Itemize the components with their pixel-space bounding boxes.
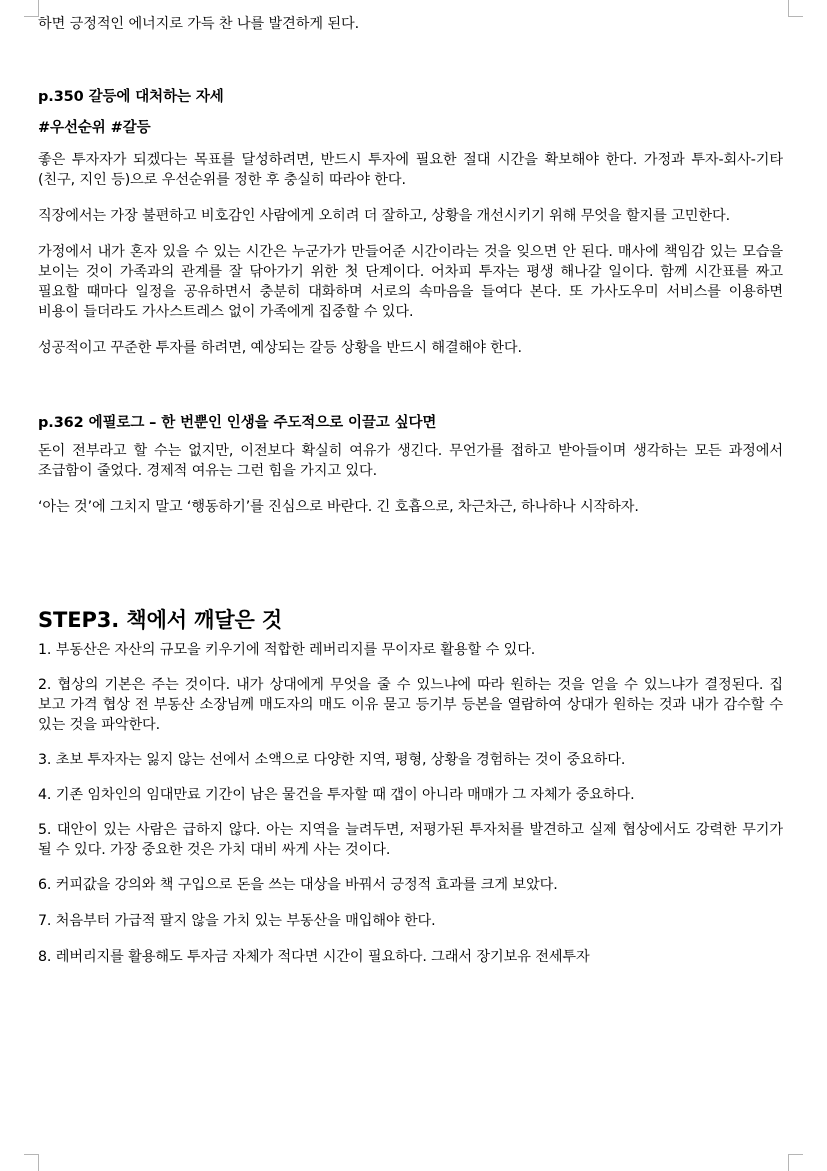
paragraph: 직장에서는 가장 불편하고 비호감인 사람에게 오히려 더 잘하고, 상황을 개선시키기 위해 무엇을 할지를 고민한다. bbox=[38, 208, 730, 224]
crop-mark-top-right bbox=[788, 0, 803, 17]
list-item: 7. 처음부터 가급적 팔지 않을 가치 있는 부동산을 매입해야 한다. bbox=[38, 913, 436, 929]
list-item: 6. 커피값을 강의와 책 구입으로 돈을 쓰는 대상을 바꿔서 긍정적 효과를 크게 보았다. bbox=[38, 877, 558, 893]
list-item: 3. 초보 투자자는 잃지 않는 선에서 소액으로 다양한 지역, 평형, 상황을 경험하는 것이 중요하다. bbox=[38, 752, 626, 768]
paragraph: 돈이 전부라고 할 수는 없지만, 이전보다 확실히 여유가 생긴다. 무언가를 접하고 받아들이며 생각하는 모든 과정에서 조급함이 줄었다. 경제적 여유는 그런 힘을 가지고 있다. bbox=[38, 443, 783, 479]
paragraph: 가정에서 내가 혼자 있을 수 있는 시간은 누군가가 만들어준 시간이라는 것을 잊으면 안 된다. 매사에 책임감 있는 모습을 보이는 것이 가족과의 관계를 잘 닦아가기 위한 첫 단계이다. 어차피 투자는 평생 해나갈 일이다. 함께 시간표를 짜고 필요할 때마다 일정을 공유하면서 충분히 대화하며 서로의 속마음을 들여다 본다. 또 가사도우미 서비스를 이용하면 비용이 들더라도 가사스트레스 없이 가족에게 집중할 수 있다. bbox=[38, 244, 783, 320]
section-heading: p.362 에필로그 – 한 번뿐인 인생을 주도적으로 이끌고 싶다면 bbox=[38, 415, 437, 431]
crop-mark-top-left bbox=[24, 0, 39, 17]
paragraph: 하면 긍정적인 에너지로 가득 찬 나를 발견하게 된다. bbox=[38, 16, 359, 32]
section-heading: p.350 갈등에 대처하는 자세 bbox=[38, 89, 224, 105]
crop-mark-bottom-left bbox=[24, 1154, 39, 1171]
document-body bbox=[38, 14, 783, 967]
list-item: 4. 기존 임차인의 임대만료 기간이 남은 물건을 투자할 때 갭이 아니라 매매가 그 자체가 중요하다. bbox=[38, 787, 635, 803]
paragraph: ‘아는 것’에 그치지 말고 ‘행동하기’를 진심으로 바란다. 긴 호흡으로, 차근차근, 하나하나 시작하자. bbox=[38, 499, 639, 515]
list-item: 1. 부동산은 자산의 규모을 키우기에 적합한 레버리지를 무이자로 활용할 수 있다. bbox=[38, 642, 536, 658]
paragraph: 좋은 투자자가 되겠다는 목표를 달성하려면, 반드시 투자에 필요한 절대 시간을 확보해야 한다. 가정과 투자-회사-기타(친구, 지인 등)으로 우선순위를 정한 후 충실히 따라야 한다. bbox=[38, 152, 783, 188]
list-item: 2. 협상의 기본은 주는 것이다. 내가 상대에게 무엇을 줄 수 있느냐에 따라 원하는 것을 얻을 수 있느냐가 결정된다. 집 보고 가격 협상 전 부동산 소장님께 매도자의 매도 이유 묻고 등기부 등본을 열람하여 상대가 원하는 것과 내가 감수할 수 있는 것을 파악한다. bbox=[38, 677, 783, 733]
paragraph: 성공적이고 꾸준한 투자를 하려면, 예상되는 갈등 상황을 반드시 해결해야 한다. bbox=[38, 340, 522, 356]
list-item: 8. 레버리지를 활용해도 투자금 자체가 적다면 시간이 필요하다. 그래서 장기보유 전세투자 bbox=[38, 949, 590, 965]
step-heading: STEP3. 책에서 깨달은 것 bbox=[38, 608, 283, 632]
crop-mark-bottom-right bbox=[788, 1154, 803, 1171]
hashtag-line: #우선순위 #갈등 bbox=[38, 120, 151, 136]
list-item: 5. 대안이 있는 사람은 급하지 않다. 아는 지역을 늘려두면, 저평가된 투자처를 발견하고 실제 협상에서도 강력한 무기가 될 수 있다. 가장 중요한 것은 가치 대비 싸게 사는 것이다. bbox=[38, 822, 783, 858]
